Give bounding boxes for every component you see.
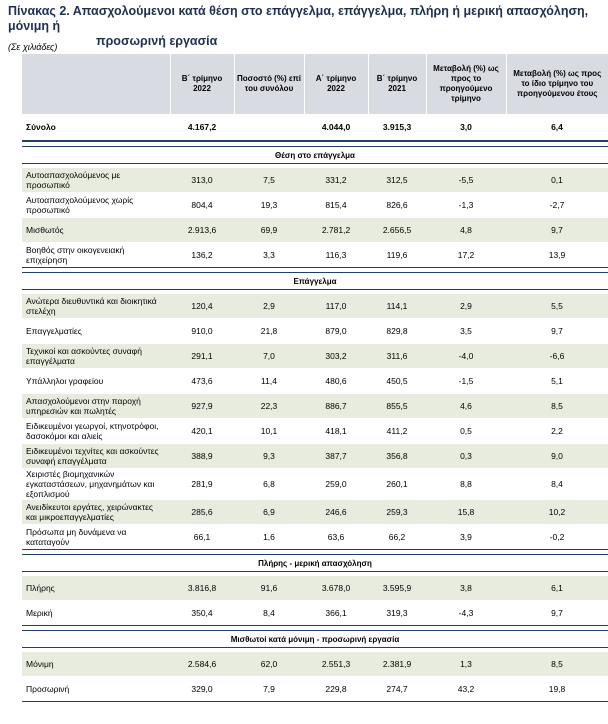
section-header-row (22, 555, 608, 572)
table-cell: 9,7 (506, 319, 608, 344)
table-cell: 312,5 (368, 168, 426, 193)
table-cell: 2.656,5 (368, 218, 426, 243)
table-cell: 9,7 (506, 218, 608, 243)
section-title: Μισθωτοί κατά μόνιμη - προσωρινή εργασία (22, 631, 608, 648)
table-cell: 5,1 (506, 369, 608, 394)
table-cell: 2.781,2 (304, 218, 368, 243)
total-cell: 3,0 (426, 114, 506, 141)
row-label: Προσωρινή (22, 677, 170, 702)
table-cell: 9,3 (234, 444, 304, 469)
table-body (22, 114, 608, 702)
table-cell: 3.595,9 (368, 576, 426, 601)
table-cell: 366,1 (304, 601, 368, 626)
table-cell: 450,5 (368, 369, 426, 394)
table-cell: 66,1 (170, 525, 234, 550)
table-cell: 3,9 (426, 525, 506, 550)
title-line-2: προσωρινή εργασία (96, 34, 218, 48)
header-cell: Β΄ τρίμηνο 2021 (368, 54, 426, 114)
table-cell: 6,8 (234, 469, 304, 500)
table-cell: -4,3 (426, 601, 506, 626)
table-cell: 1,6 (234, 525, 304, 550)
table-cell: 7,9 (234, 677, 304, 702)
total-cell: 4.167,2 (170, 114, 234, 141)
table-cell: 117,0 (304, 294, 368, 319)
table-cell: 311,6 (368, 344, 426, 369)
table-cell: 259,3 (368, 500, 426, 525)
table-cell: 114,1 (368, 294, 426, 319)
row-label: Ανώτερα διευθυντικά και διοικητικά στελέχη (22, 294, 170, 319)
table-cell: -0,2 (506, 525, 608, 550)
table-cell: 63,6 (304, 525, 368, 550)
table-cell: 43,2 (426, 677, 506, 702)
row-label: Ανειδίκευτοι εργάτες, χειρώνακτες και μικροεπαγγελματίες (22, 500, 170, 525)
table-cell: 3,5 (426, 319, 506, 344)
table-cell: 69,9 (234, 218, 304, 243)
table-cell: 3,8 (426, 576, 506, 601)
row-label: Χειριστές βιομηχανικών εγκαταστάσεων, μηχανημάτων και εξοπλισμού (22, 469, 170, 500)
section-header-row (22, 147, 608, 164)
table-cell: 260,1 (368, 469, 426, 500)
table-row (22, 193, 608, 218)
table-cell: -1,3 (426, 193, 506, 218)
row-label: Ειδικευμένοι γεωργοί, κτηνοτρόφοι, δασοκόμοι και αλιείς (22, 419, 170, 444)
table-cell: 418,1 (304, 419, 368, 444)
table-cell: 11,4 (234, 369, 304, 394)
row-label: Πρόσωπα μη δυνάμενα να καταταγούν (22, 525, 170, 550)
table-cell: 119,6 (368, 243, 426, 268)
table-cell: 331,2 (304, 168, 368, 193)
table-cell: 291,1 (170, 344, 234, 369)
table-cell: 246,6 (304, 500, 368, 525)
total-cell (234, 114, 304, 141)
table-cell: 7,5 (234, 168, 304, 193)
table-cell: 8,5 (506, 652, 608, 677)
table-cell: 2.381,9 (368, 652, 426, 677)
table-cell: 0,3 (426, 444, 506, 469)
row-label: Μόνιμη (22, 652, 170, 677)
table-cell: 388,9 (170, 444, 234, 469)
section-title: Θέση στο επάγγελμα (22, 147, 608, 164)
table-cell: 62,0 (234, 652, 304, 677)
table-cell: 910,0 (170, 319, 234, 344)
table-cell: 229,8 (304, 677, 368, 702)
section-header-row (22, 273, 608, 290)
table-row (22, 419, 608, 444)
table-cell: 17,2 (426, 243, 506, 268)
table-cell: -4,0 (426, 344, 506, 369)
table-cell: 21,8 (234, 319, 304, 344)
row-label: Τεχνικοί και ασκούντες συναφή επαγγέλματα (22, 344, 170, 369)
header-cell: Μεταβολή (%) ως προς το ίδιο τρίμηνο του προηγούμενου έτους (506, 54, 608, 114)
row-label: Επαγγελματίες (22, 319, 170, 344)
table-title (8, 4, 608, 49)
table-row (22, 394, 608, 419)
table-cell: 356,8 (368, 444, 426, 469)
table-row (22, 218, 608, 243)
table-cell: 8,8 (426, 469, 506, 500)
table-cell: 6,1 (506, 576, 608, 601)
header-cell: Ποσοστό (%) επί του συνόλου (234, 54, 304, 114)
row-label: Απασχολούμενοι στην παροχή υπηρεσιών και πωλητές (22, 394, 170, 419)
table-cell: 10,1 (234, 419, 304, 444)
table-cell: 22,3 (234, 394, 304, 419)
header-cell (22, 54, 170, 114)
table-row (22, 369, 608, 394)
table-cell: 329,0 (170, 677, 234, 702)
table-row (22, 677, 608, 702)
table-cell: 826,6 (368, 193, 426, 218)
table-cell: 855,5 (368, 394, 426, 419)
table-cell: 0,1 (506, 168, 608, 193)
table-cell: 6,9 (234, 500, 304, 525)
table-cell: 0,5 (426, 419, 506, 444)
table-cell: 815,4 (304, 193, 368, 218)
table-row (22, 576, 608, 601)
table-cell: 9,0 (506, 444, 608, 469)
table-cell: 13,9 (506, 243, 608, 268)
table-cell: 4,6 (426, 394, 506, 419)
table-cell: 829,8 (368, 319, 426, 344)
total-cell: 4.044,0 (304, 114, 368, 141)
table-cell: 136,2 (170, 243, 234, 268)
table-cell: 2,9 (426, 294, 506, 319)
table-cell: 2.913,6 (170, 218, 234, 243)
table-cell: 15,8 (426, 500, 506, 525)
table-cell: 8,4 (234, 601, 304, 626)
table-cell: -2,7 (506, 193, 608, 218)
table-cell: -6,6 (506, 344, 608, 369)
section-title: Επάγγελμα (22, 273, 608, 290)
table-cell: 116,3 (304, 243, 368, 268)
table-cell: 4,8 (426, 218, 506, 243)
row-label: Αυτοαπασχολούμενος με προσωπικό (22, 168, 170, 193)
table-row (22, 243, 608, 268)
table-cell: 303,2 (304, 344, 368, 369)
unit-note: (Σε χιλιάδες) (8, 42, 58, 52)
table-cell: 10,2 (506, 500, 608, 525)
table-row (22, 294, 608, 319)
table-cell: 2,9 (234, 294, 304, 319)
table-cell: 7,0 (234, 344, 304, 369)
header-cell: Β΄ τρίμηνο 2022 (170, 54, 234, 114)
table-cell: 3.678,0 (304, 576, 368, 601)
table-cell: 2.551,3 (304, 652, 368, 677)
row-label: Μισθωτός (22, 218, 170, 243)
row-label: Αυτοαπασχολούμενος χωρίς προσωπικό (22, 193, 170, 218)
table-row (22, 469, 608, 500)
table-row (22, 168, 608, 193)
table-cell: 387,7 (304, 444, 368, 469)
total-row (22, 114, 608, 141)
table-cell: -1,5 (426, 369, 506, 394)
section-header-row (22, 631, 608, 648)
table-cell: 886,7 (304, 394, 368, 419)
table-cell: 3,3 (234, 243, 304, 268)
table-cell: 420,1 (170, 419, 234, 444)
table-row (22, 601, 608, 626)
table-cell: 8,5 (506, 394, 608, 419)
section-title: Πλήρης - μερική απασχόληση (22, 555, 608, 572)
table-cell: 480,6 (304, 369, 368, 394)
total-cell: 3.915,3 (368, 114, 426, 141)
table-cell: 66,2 (368, 525, 426, 550)
table-cell: 285,6 (170, 500, 234, 525)
table-row (22, 319, 608, 344)
table-cell: 274,7 (368, 677, 426, 702)
header-cell: Μεταβολή (%) ως προς το προηγούμενο τρίμηνο (426, 54, 506, 114)
table-cell: 3.816,8 (170, 576, 234, 601)
table-cell: 319,3 (368, 601, 426, 626)
table-cell: 19,8 (506, 677, 608, 702)
table-cell: 9,7 (506, 601, 608, 626)
title-line-1: Πίνακας 2. Απασχολούμενοι κατά θέση στο επάγγελμα, επάγγελμα, πλήρη ή μερική απασχόληση, μόνιμη ή (8, 4, 589, 33)
table-cell: 281,9 (170, 469, 234, 500)
table-cell: 5,5 (506, 294, 608, 319)
header-cell: Α΄ τρίμηνο 2022 (304, 54, 368, 114)
table-cell: 804,4 (170, 193, 234, 218)
table-cell: 19,3 (234, 193, 304, 218)
table-cell: 927,9 (170, 394, 234, 419)
table-cell: 473,6 (170, 369, 234, 394)
row-label: Πλήρης (22, 576, 170, 601)
row-label: Μερική (22, 601, 170, 626)
total-label: Σύνολο (22, 114, 170, 141)
table-cell: 2.584,6 (170, 652, 234, 677)
table-cell: 411,2 (368, 419, 426, 444)
table-cell: 8,4 (506, 469, 608, 500)
table-cell: 120,4 (170, 294, 234, 319)
employment-table (22, 54, 608, 702)
table-cell: -5,5 (426, 168, 506, 193)
table-row (22, 525, 608, 550)
table-row (22, 500, 608, 525)
row-label: Ειδικευμένοι τεχνίτες και ασκούντες συναφή επαγγέλματα (22, 444, 170, 469)
table-row (22, 344, 608, 369)
row-label: Βοηθός στην οικογενειακή επιχείρηση (22, 243, 170, 268)
header-row (22, 54, 608, 114)
total-cell: 6,4 (506, 114, 608, 141)
table-cell: 879,0 (304, 319, 368, 344)
table-cell: 313,0 (170, 168, 234, 193)
table-cell: 1,3 (426, 652, 506, 677)
table-cell: 91,6 (234, 576, 304, 601)
table-cell: 350,4 (170, 601, 234, 626)
table-row (22, 444, 608, 469)
table-cell: 2,2 (506, 419, 608, 444)
table-cell: 259,0 (304, 469, 368, 500)
row-label: Υπάλληλοι γραφείου (22, 369, 170, 394)
table-row (22, 652, 608, 677)
